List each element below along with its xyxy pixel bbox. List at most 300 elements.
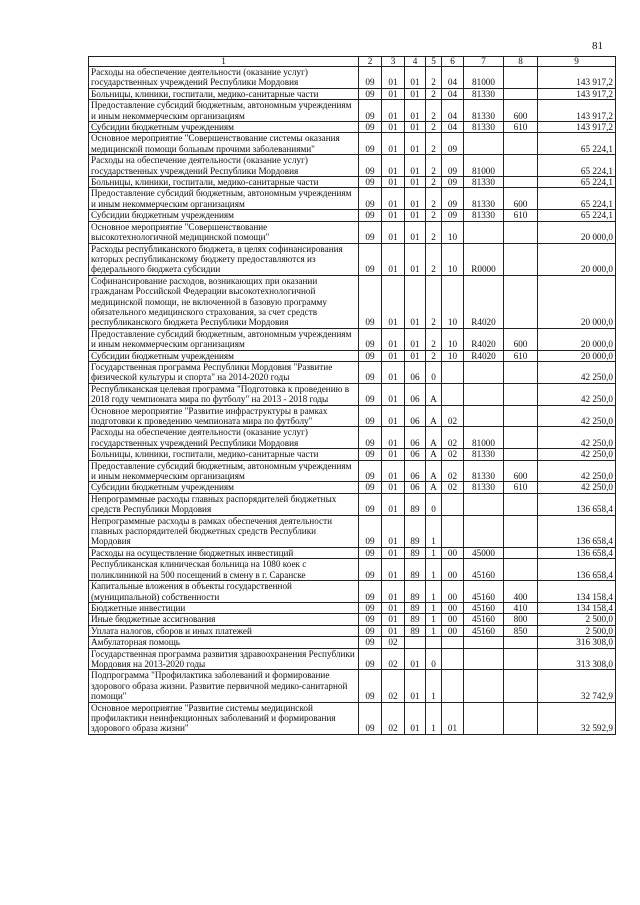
code-expense-type: 410 [504, 602, 538, 613]
code-program: 1 [426, 581, 442, 603]
code-expense-type: 610 [504, 210, 538, 221]
code-ministry: 09 [359, 328, 382, 350]
column-header: 2 [359, 57, 382, 67]
row-description: Уплата налогов, сборов и иных платежей [89, 625, 359, 636]
row-description: Предоставление субсидий бюджетным, автономным учреждениям и иным некоммерческим организациям [89, 188, 359, 210]
code-section: 01 [382, 275, 405, 328]
code-target-item: R4020 [464, 328, 504, 350]
row-description: Расходы на обеспечение деятельности (оказание услуг) государственных учреждений Республики Мордовия [89, 155, 359, 177]
row-amount: 316 308,0 [538, 637, 616, 648]
code-ministry: 09 [359, 243, 382, 275]
code-subsection: 89 [405, 614, 426, 625]
code-subsection: 89 [405, 547, 426, 558]
budget-table [88, 56, 616, 735]
row-amount: 20 000,0 [538, 221, 616, 243]
row-description: Основное мероприятие "Совершенствование системы оказания медицинской помощи больным прочими заболеваниями" [89, 133, 359, 155]
code-target-item: 45160 [464, 581, 504, 603]
code-section: 01 [382, 88, 405, 99]
code-target-item [464, 221, 504, 243]
code-subsection: 01 [405, 133, 426, 155]
code-target-item: 81330 [464, 449, 504, 460]
code-ministry: 09 [359, 405, 382, 427]
code-program: А [426, 405, 442, 427]
row-amount: 42 250,0 [538, 383, 616, 405]
row-description: Бюджетные инвестиции [89, 602, 359, 613]
row-description: Иные бюджетные ассигнования [89, 614, 359, 625]
code-expense-type: 610 [504, 122, 538, 133]
code-target-item: 81330 [464, 177, 504, 188]
code-subsection: 89 [405, 515, 426, 547]
row-description: Больницы, клиники, госпитали, медико-санитарные части [89, 449, 359, 460]
code-program: 0 [426, 648, 442, 670]
code-subsection: 06 [405, 383, 426, 405]
code-expense-type [504, 177, 538, 188]
code-expense-type [504, 702, 538, 734]
row-description: Амбулаторная помощь [89, 637, 359, 648]
code-section: 01 [382, 122, 405, 133]
table-row [89, 383, 616, 405]
row-amount: 143 917,2 [538, 88, 616, 99]
code-program: А [426, 427, 442, 449]
code-subsection: 01 [405, 275, 426, 328]
code-program: 1 [426, 625, 442, 636]
code-program: 0 [426, 361, 442, 383]
code-section: 02 [382, 702, 405, 734]
code-section: 02 [382, 648, 405, 670]
code-expense-type [504, 648, 538, 670]
code-program: 2 [426, 100, 442, 122]
code-program: 2 [426, 350, 442, 361]
code-subsection: 89 [405, 581, 426, 603]
code-subsection: 01 [405, 188, 426, 210]
row-description: Основное мероприятие "Развитие инфраструктуры в рамках подготовки к проведению чемпионата мира по футболу" [89, 405, 359, 427]
column-header: 8 [504, 57, 538, 67]
table-row [89, 221, 616, 243]
row-description: Республиканская целевая программа "Подготовка к проведению в 2018 году чемпионата мира по футболу" на 2013 - 2018 годы [89, 383, 359, 405]
row-amount: 2 500,0 [538, 614, 616, 625]
table-row [89, 88, 616, 99]
code-target-item: 81330 [464, 188, 504, 210]
row-amount: 20 000,0 [538, 328, 616, 350]
row-amount: 32 592,9 [538, 702, 616, 734]
table-row [89, 547, 616, 558]
code-target-item [464, 702, 504, 734]
row-amount: 42 250,0 [538, 460, 616, 482]
table-row [89, 133, 616, 155]
table-row [89, 210, 616, 221]
code-section: 01 [382, 350, 405, 361]
row-description: Софинансирование расходов, возникающих при оказании гражданам Российской Федерации высокотехнологичной медицинской помощи, не включенной в базовую программу обязательного медицинского страхования, за счет средств республиканского бюджета Республики Мордовия [89, 275, 359, 328]
code-ministry: 09 [359, 493, 382, 515]
code-program: 2 [426, 210, 442, 221]
code-section: 01 [382, 100, 405, 122]
code-expense-type: 850 [504, 625, 538, 636]
code-ministry: 09 [359, 275, 382, 328]
row-description: Предоставление субсидий бюджетным, автономным учреждениям и иным некоммерческим организациям [89, 460, 359, 482]
code-section: 02 [382, 637, 405, 648]
code-target-item: 81000 [464, 67, 504, 89]
row-description: Субсидии бюджетным учреждениям [89, 122, 359, 133]
row-description: Субсидии бюджетным учреждениям [89, 482, 359, 493]
code-program: А [426, 449, 442, 460]
code-program: 2 [426, 88, 442, 99]
code-target-item [464, 361, 504, 383]
code-target-item [464, 133, 504, 155]
code-subprogram: 04 [442, 122, 464, 133]
code-program: 1 [426, 670, 442, 702]
table-row [89, 559, 616, 581]
code-program: 1 [426, 602, 442, 613]
table-row [89, 275, 616, 328]
code-subsection: 06 [405, 361, 426, 383]
code-ministry: 09 [359, 155, 382, 177]
row-amount: 134 158,4 [538, 602, 616, 613]
code-program: 2 [426, 67, 442, 89]
column-header: 9 [538, 57, 616, 67]
code-section: 01 [382, 482, 405, 493]
table-row [89, 493, 616, 515]
code-subprogram [442, 361, 464, 383]
table-row [89, 581, 616, 603]
code-target-item: 81330 [464, 100, 504, 122]
code-ministry: 09 [359, 383, 382, 405]
row-amount: 136 658,4 [538, 493, 616, 515]
code-subsection: 01 [405, 702, 426, 734]
table-row [89, 122, 616, 133]
code-target-item [464, 405, 504, 427]
code-target-item: R0000 [464, 243, 504, 275]
code-subprogram: 09 [442, 155, 464, 177]
table-row [89, 405, 616, 427]
table-body [89, 67, 616, 735]
code-expense-type [504, 155, 538, 177]
row-description: Капитальные вложения в объекты государственной (муниципальной) собственности [89, 581, 359, 603]
code-ministry: 09 [359, 67, 382, 89]
code-program: 2 [426, 122, 442, 133]
code-subprogram: 00 [442, 581, 464, 603]
code-subprogram: 02 [442, 460, 464, 482]
table-row [89, 155, 616, 177]
code-section: 01 [382, 155, 405, 177]
code-section: 01 [382, 602, 405, 613]
table-row [89, 188, 616, 210]
column-header: 7 [464, 57, 504, 67]
code-expense-type [504, 670, 538, 702]
code-expense-type: 600 [504, 328, 538, 350]
row-description: Непрограммные расходы в рамках обеспечения деятельности главных распорядителей бюджетных средств Республики Мордовия [89, 515, 359, 547]
column-header: 6 [442, 57, 464, 67]
row-amount: 313 308,0 [538, 648, 616, 670]
code-ministry: 09 [359, 188, 382, 210]
code-target-item [464, 670, 504, 702]
code-subprogram [442, 648, 464, 670]
code-target-item: 81330 [464, 210, 504, 221]
table-row [89, 637, 616, 648]
row-description: Государственная программа Республики Мордовия "Развитие физической культуры и спорта" на 2014-2020 годы [89, 361, 359, 383]
code-program: 2 [426, 155, 442, 177]
code-expense-type: 800 [504, 614, 538, 625]
table-row [89, 625, 616, 636]
row-amount: 42 250,0 [538, 361, 616, 383]
code-program: 2 [426, 328, 442, 350]
row-description: Непрограммные расходы главных распорядителей бюджетных средств Республики Мордовия [89, 493, 359, 515]
code-ministry: 09 [359, 581, 382, 603]
code-expense-type [504, 427, 538, 449]
code-program: 1 [426, 547, 442, 558]
code-subsection: 01 [405, 221, 426, 243]
table-row [89, 602, 616, 613]
table-row [89, 427, 616, 449]
code-section: 01 [382, 177, 405, 188]
code-ministry: 09 [359, 88, 382, 99]
code-ministry: 09 [359, 122, 382, 133]
code-subprogram: 09 [442, 133, 464, 155]
code-section: 01 [382, 243, 405, 275]
code-subsection [405, 637, 426, 648]
code-target-item: 45160 [464, 602, 504, 613]
code-subprogram: 10 [442, 328, 464, 350]
code-program: 0 [426, 493, 442, 515]
code-ministry: 09 [359, 702, 382, 734]
table-row [89, 702, 616, 734]
row-amount: 20 000,0 [538, 350, 616, 361]
code-subsection: 06 [405, 405, 426, 427]
code-subsection: 06 [405, 449, 426, 460]
code-subprogram [442, 670, 464, 702]
table-row [89, 449, 616, 460]
code-section: 01 [382, 221, 405, 243]
code-ministry: 09 [359, 133, 382, 155]
code-target-item [464, 637, 504, 648]
code-ministry: 09 [359, 614, 382, 625]
code-program: 1 [426, 614, 442, 625]
code-section: 01 [382, 427, 405, 449]
code-expense-type: 400 [504, 581, 538, 603]
column-header: 1 [89, 57, 359, 67]
code-program: 2 [426, 177, 442, 188]
code-subprogram: 01 [442, 702, 464, 734]
code-subprogram: 04 [442, 100, 464, 122]
code-ministry: 09 [359, 449, 382, 460]
code-target-item: 45160 [464, 614, 504, 625]
code-subsection: 06 [405, 427, 426, 449]
table-row [89, 515, 616, 547]
code-target-item [464, 515, 504, 547]
code-expense-type [504, 88, 538, 99]
code-target-item [464, 493, 504, 515]
row-amount: 20 000,0 [538, 275, 616, 328]
row-description: Субсидии бюджетным учреждениям [89, 350, 359, 361]
code-subprogram [442, 493, 464, 515]
code-expense-type [504, 449, 538, 460]
table-row [89, 328, 616, 350]
code-subsection: 01 [405, 210, 426, 221]
row-description: Больницы, клиники, госпитали, медико-санитарные части [89, 177, 359, 188]
row-amount: 32 742,9 [538, 670, 616, 702]
code-ministry: 09 [359, 482, 382, 493]
row-amount: 42 250,0 [538, 405, 616, 427]
code-subprogram [442, 383, 464, 405]
row-amount: 134 158,4 [538, 581, 616, 603]
code-section: 01 [382, 133, 405, 155]
code-subsection: 01 [405, 648, 426, 670]
code-section: 01 [382, 493, 405, 515]
code-section: 01 [382, 188, 405, 210]
code-ministry: 09 [359, 547, 382, 558]
code-expense-type: 610 [504, 350, 538, 361]
row-amount: 65 224,1 [538, 177, 616, 188]
code-section: 02 [382, 670, 405, 702]
column-header: 3 [382, 57, 405, 67]
code-program: 1 [426, 702, 442, 734]
code-ministry: 09 [359, 100, 382, 122]
code-subprogram: 10 [442, 350, 464, 361]
code-subsection: 01 [405, 670, 426, 702]
code-subprogram: 09 [442, 188, 464, 210]
row-amount: 143 917,2 [538, 67, 616, 89]
code-expense-type: 600 [504, 188, 538, 210]
row-description: Республиканская клиническая больница на 1080 коек с поликлиникой на 500 посещений в смену в г. Саранске [89, 559, 359, 581]
code-subprogram: 10 [442, 275, 464, 328]
code-expense-type [504, 515, 538, 547]
code-section: 01 [382, 361, 405, 383]
code-ministry: 09 [359, 670, 382, 702]
code-ministry: 09 [359, 427, 382, 449]
table-row [89, 482, 616, 493]
code-target-item [464, 648, 504, 670]
code-program: 1 [426, 559, 442, 581]
header-row [89, 57, 616, 67]
row-description: Расходы на осуществление бюджетных инвестиций [89, 547, 359, 558]
code-subsection: 89 [405, 493, 426, 515]
code-subsection: 01 [405, 177, 426, 188]
code-subprogram: 02 [442, 405, 464, 427]
code-ministry: 09 [359, 602, 382, 613]
code-ministry: 09 [359, 515, 382, 547]
row-description: Основное мероприятие "Совершенствование высокотехнологичной медицинской помощи" [89, 221, 359, 243]
table-row [89, 350, 616, 361]
code-target-item: 81000 [464, 427, 504, 449]
code-section: 01 [382, 328, 405, 350]
code-section: 01 [382, 515, 405, 547]
code-subprogram: 04 [442, 88, 464, 99]
row-description: Предоставление субсидий бюджетным, автономным учреждениям и иным некоммерческим организациям [89, 328, 359, 350]
table-row [89, 614, 616, 625]
code-section: 01 [382, 547, 405, 558]
code-expense-type [504, 361, 538, 383]
table-row [89, 648, 616, 670]
code-section: 01 [382, 460, 405, 482]
code-subsection: 06 [405, 482, 426, 493]
code-subprogram: 02 [442, 449, 464, 460]
code-program: 2 [426, 243, 442, 275]
code-subprogram: 10 [442, 243, 464, 275]
code-expense-type [504, 243, 538, 275]
row-description: Основное мероприятие "Развитие системы медицинской профилактики неинфекционных заболеваний и формирования здорового образа жизни" [89, 702, 359, 734]
code-subprogram: 04 [442, 67, 464, 89]
row-amount: 2 500,0 [538, 625, 616, 636]
row-amount: 65 224,1 [538, 188, 616, 210]
row-amount: 65 224,1 [538, 210, 616, 221]
code-target-item: 81330 [464, 460, 504, 482]
code-section: 01 [382, 67, 405, 89]
code-program: 2 [426, 133, 442, 155]
code-program [426, 637, 442, 648]
row-description: Подпрограмма "Профилактика заболеваний и формирование здорового образа жизни. Развитие первичной медико-санитарной помощи" [89, 670, 359, 702]
code-expense-type [504, 383, 538, 405]
code-expense-type: 600 [504, 100, 538, 122]
table-row [89, 361, 616, 383]
code-subsection: 01 [405, 243, 426, 275]
code-subprogram: 09 [442, 210, 464, 221]
code-target-item: R4020 [464, 275, 504, 328]
row-description: Расходы на обеспечение деятельности (оказание услуг) государственных учреждений Республики Мордовия [89, 67, 359, 89]
code-subsection: 89 [405, 602, 426, 613]
code-ministry: 09 [359, 210, 382, 221]
code-subsection: 01 [405, 67, 426, 89]
code-subsection: 89 [405, 625, 426, 636]
code-expense-type: 600 [504, 460, 538, 482]
table-row [89, 100, 616, 122]
column-header: 4 [405, 57, 426, 67]
code-expense-type [504, 493, 538, 515]
code-target-item: R4020 [464, 350, 504, 361]
code-subsection: 01 [405, 88, 426, 99]
row-amount: 20 000,0 [538, 243, 616, 275]
code-subsection: 01 [405, 122, 426, 133]
row-amount: 65 224,1 [538, 155, 616, 177]
code-ministry: 09 [359, 625, 382, 636]
code-subprogram: 00 [442, 625, 464, 636]
code-expense-type: 610 [504, 482, 538, 493]
code-program: А [426, 460, 442, 482]
code-program: 2 [426, 275, 442, 328]
code-target-item: 81000 [464, 155, 504, 177]
code-section: 01 [382, 449, 405, 460]
code-section: 01 [382, 625, 405, 636]
code-subprogram [442, 515, 464, 547]
row-amount: 65 224,1 [538, 133, 616, 155]
code-subprogram: 00 [442, 559, 464, 581]
row-amount: 143 917,2 [538, 122, 616, 133]
code-target-item: 81330 [464, 482, 504, 493]
code-section: 01 [382, 383, 405, 405]
code-ministry: 09 [359, 361, 382, 383]
code-subprogram: 09 [442, 177, 464, 188]
code-subprogram: 10 [442, 221, 464, 243]
row-description: Предоставление субсидий бюджетным, автономным учреждениям и иным некоммерческим организациям [89, 100, 359, 122]
code-program: А [426, 482, 442, 493]
code-ministry: 09 [359, 177, 382, 188]
code-subsection: 89 [405, 559, 426, 581]
code-subprogram: 00 [442, 614, 464, 625]
code-subsection: 01 [405, 350, 426, 361]
code-expense-type [504, 637, 538, 648]
code-subprogram: 02 [442, 427, 464, 449]
code-target-item: 81330 [464, 122, 504, 133]
code-expense-type [504, 275, 538, 328]
row-amount: 136 658,4 [538, 559, 616, 581]
row-description: Государственная программа развития здравоохранения Республики Мордовия на 2013-2020 годы [89, 648, 359, 670]
code-target-item: 45160 [464, 625, 504, 636]
table-row [89, 460, 616, 482]
table-row [89, 670, 616, 702]
row-amount: 42 250,0 [538, 449, 616, 460]
code-ministry: 09 [359, 559, 382, 581]
code-subsection: 01 [405, 328, 426, 350]
code-section: 01 [382, 210, 405, 221]
table-row [89, 177, 616, 188]
